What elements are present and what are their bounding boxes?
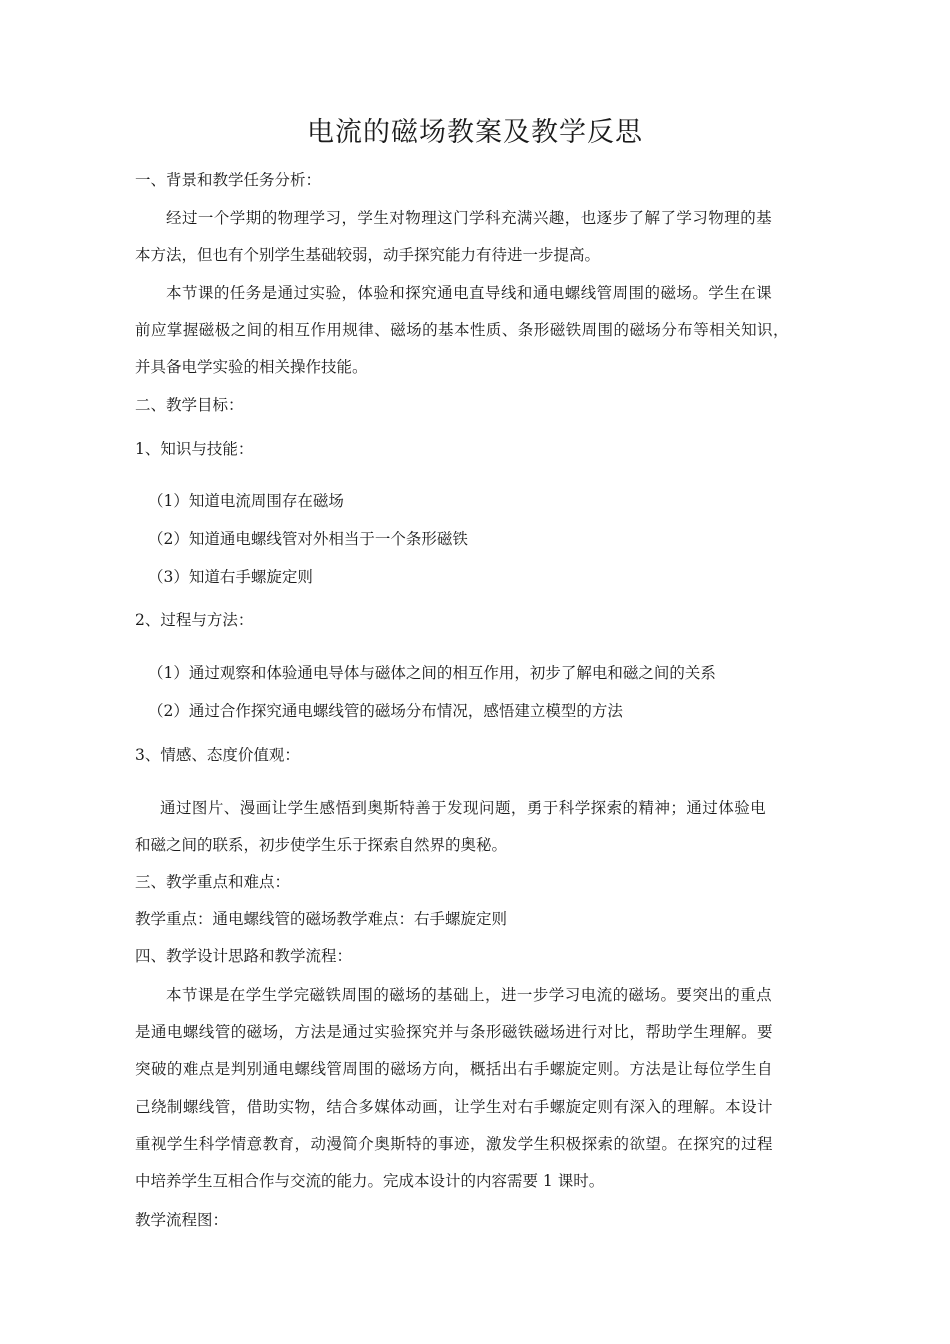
paragraph-line: 本方法，但也有个别学生基础较弱，动手探究能力有待进一步提高。 bbox=[135, 246, 601, 264]
paragraph-line: 突破的难点是判别通电螺线管周围的磁场方向，概括出右手螺旋定则。方法是让每位学生自 bbox=[135, 1060, 774, 1078]
subheading-knowledge: 1、知识与技能： bbox=[135, 440, 254, 458]
section-heading-design: 四、教学设计思路和教学流程： bbox=[135, 947, 353, 965]
paragraph-line: 本节课是在学生学完磁铁周围的磁场的基础上，进一步学习电流的磁场。要突出的重点 bbox=[166, 986, 773, 1004]
section-heading-keypoints: 三、教学重点和难点： bbox=[135, 873, 291, 891]
section-heading-background: 一、背景和教学任务分析： bbox=[135, 171, 322, 189]
subheading-process: 2、过程与方法： bbox=[135, 611, 254, 629]
subheading-emotion: 3、情感、态度价值观： bbox=[135, 746, 300, 764]
list-item: （2）通过合作探究通电螺线管的磁场分布情况，感悟建立模型的方法 bbox=[148, 702, 623, 720]
section-heading-objectives: 二、教学目标： bbox=[135, 396, 244, 414]
paragraph-line: 通过图片、漫画让学生感悟到奥斯特善于发现问题，勇于科学探索的精神；通过体验电 bbox=[160, 799, 767, 817]
list-item: （3）知道右手螺旋定则 bbox=[148, 568, 313, 586]
paragraph-line: 己绕制螺线管，借助实物，结合多媒体动画，让学生对右手螺旋定则有深入的理解。本设计 bbox=[135, 1098, 774, 1116]
paragraph-line: 和磁之间的联系，初步使学生乐于探索自然界的奥秘。 bbox=[135, 836, 508, 854]
list-item: （1）知道电流周围存在磁场 bbox=[148, 492, 344, 510]
document-title: 电流的磁场教案及教学反思 bbox=[307, 117, 643, 148]
paragraph-line: 中培养学生互相合作与交流的能力。完成本设计的内容需要 1 课时。 bbox=[135, 1172, 605, 1190]
paragraph-line: 是通电螺线管的磁场，方法是通过实验探究并与条形磁铁磁场进行对比，帮助学生理解。要 bbox=[135, 1023, 774, 1041]
keypoints-content: 教学重点：通电螺线管的磁场教学难点：右手螺旋定则 bbox=[135, 910, 508, 928]
paragraph-line: 重视学生科学情意教育，动漫简介奥斯特的事迹，激发学生积极探索的欲望。在探究的过程 bbox=[135, 1135, 774, 1153]
paragraph-line: 经过一个学期的物理学习，学生对物理这门学科充满兴趣，也逐步了解了学习物理的基 bbox=[166, 209, 773, 227]
paragraph-line: 本节课的任务是通过实验，体验和探究通电直导线和通电螺线管周围的磁场。学生在课 bbox=[166, 284, 773, 302]
paragraph-line: 并具备电学实验的相关操作技能。 bbox=[135, 358, 368, 376]
paragraph-line: 前应掌握磁极之间的相互作用规律、磁场的基本性质、条形磁铁周围的磁场分布等相关知识， bbox=[135, 321, 789, 339]
list-item: （2）知道通电螺线管对外相当于一个条形磁铁 bbox=[148, 530, 468, 548]
list-item: （1）通过观察和体验通电导体与磁体之间的相互作用，初步了解电和磁之间的关系 bbox=[148, 664, 716, 682]
flowchart-label: 教学流程图： bbox=[135, 1211, 229, 1229]
